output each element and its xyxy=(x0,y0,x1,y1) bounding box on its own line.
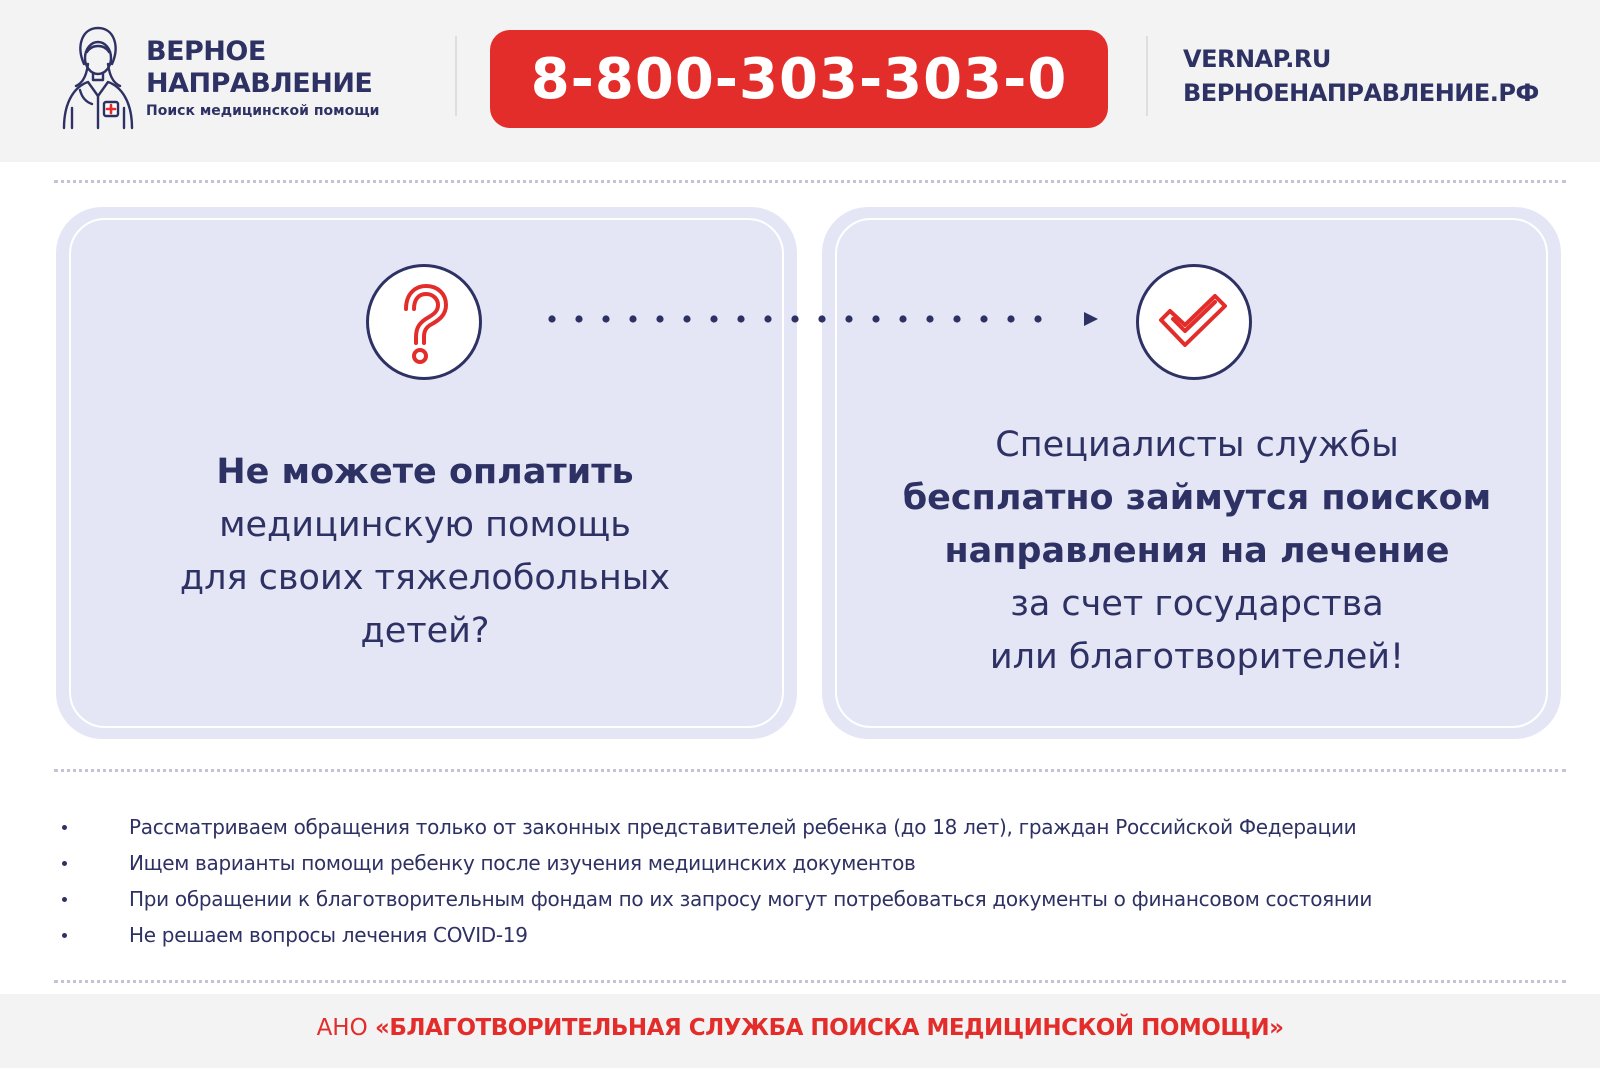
header-divider-left xyxy=(455,36,457,116)
list-item xyxy=(60,809,1560,845)
organization-name xyxy=(0,1010,1600,1046)
bullet-icon xyxy=(62,825,67,830)
footer xyxy=(0,994,1600,1068)
site-link-rf[interactable]: ВЕРНОЕНАПРАВЛЕНИЕ.РФ xyxy=(1183,79,1539,107)
header xyxy=(0,0,1600,162)
dotted-divider-middle xyxy=(54,769,1566,772)
organization-title: «БЛАГОТВОРИТЕЛЬНАЯ СЛУЖБА ПОИСКА МЕДИЦИНСКОЙ ПОМОЩИ» xyxy=(375,1015,1284,1041)
answer-line-1: Специалисты службы xyxy=(995,425,1399,465)
logo-tagline: Поиск медицинской помощи xyxy=(146,103,380,119)
bullet-icon xyxy=(62,861,67,866)
dotted-divider-bottom xyxy=(54,980,1566,983)
question-line-1: медицинскую помощь xyxy=(219,505,631,545)
list-item-text: Ищем варианты помощи ребенку после изучения медицинских документов xyxy=(129,851,916,875)
bullet-icon xyxy=(62,933,67,938)
bullet-icon xyxy=(62,897,67,902)
question-text xyxy=(90,446,760,658)
phone-number: 8-800-303-303-0 xyxy=(530,46,1068,112)
list-item xyxy=(60,917,1560,953)
site-link-vernap[interactable]: VERNAP.RU xyxy=(1183,45,1331,73)
list-item-text: При обращении к благотворительным фондам по их запросу могут потребоваться документы о финансовом состоянии xyxy=(129,887,1373,911)
doctor-woman-icon xyxy=(58,24,138,130)
conditions-list xyxy=(60,809,1560,953)
answer-line-2: за счет государства xyxy=(1010,584,1384,624)
list-item xyxy=(60,881,1560,917)
logo-line-1: ВЕРНОЕ xyxy=(146,36,266,67)
organization-prefix: АНО xyxy=(316,1015,368,1041)
question-mark-icon xyxy=(366,264,482,380)
answer-line-3: или благотворителей! xyxy=(989,637,1405,677)
list-item xyxy=(60,845,1560,881)
question-bold-line: Не можете оплатить xyxy=(216,452,634,492)
question-line-2: для своих тяжелобольных xyxy=(179,558,671,598)
answer-text xyxy=(862,419,1532,684)
answer-bold-line-1: бесплатно займутся поиском xyxy=(902,478,1492,518)
answer-bold-line-2: направления на лечение xyxy=(944,531,1450,571)
arrow-dots-icon xyxy=(548,309,1108,329)
checkmark-icon xyxy=(1136,264,1252,380)
question-line-3: детей? xyxy=(360,611,490,651)
logo-line-2: НАПРАВЛЕНИЕ xyxy=(146,68,373,99)
list-item-text: Рассматриваем обращения только от законных представителей ребенка (до 18 лет), граждан Российской Федерации xyxy=(129,815,1357,839)
header-divider-right xyxy=(1146,36,1148,116)
dotted-divider-top xyxy=(54,180,1566,183)
phone-button[interactable] xyxy=(490,30,1108,128)
logo[interactable] xyxy=(146,36,379,121)
list-item-text: Не решаем вопросы лечения COVID-19 xyxy=(129,923,528,947)
site-links xyxy=(1183,42,1539,110)
